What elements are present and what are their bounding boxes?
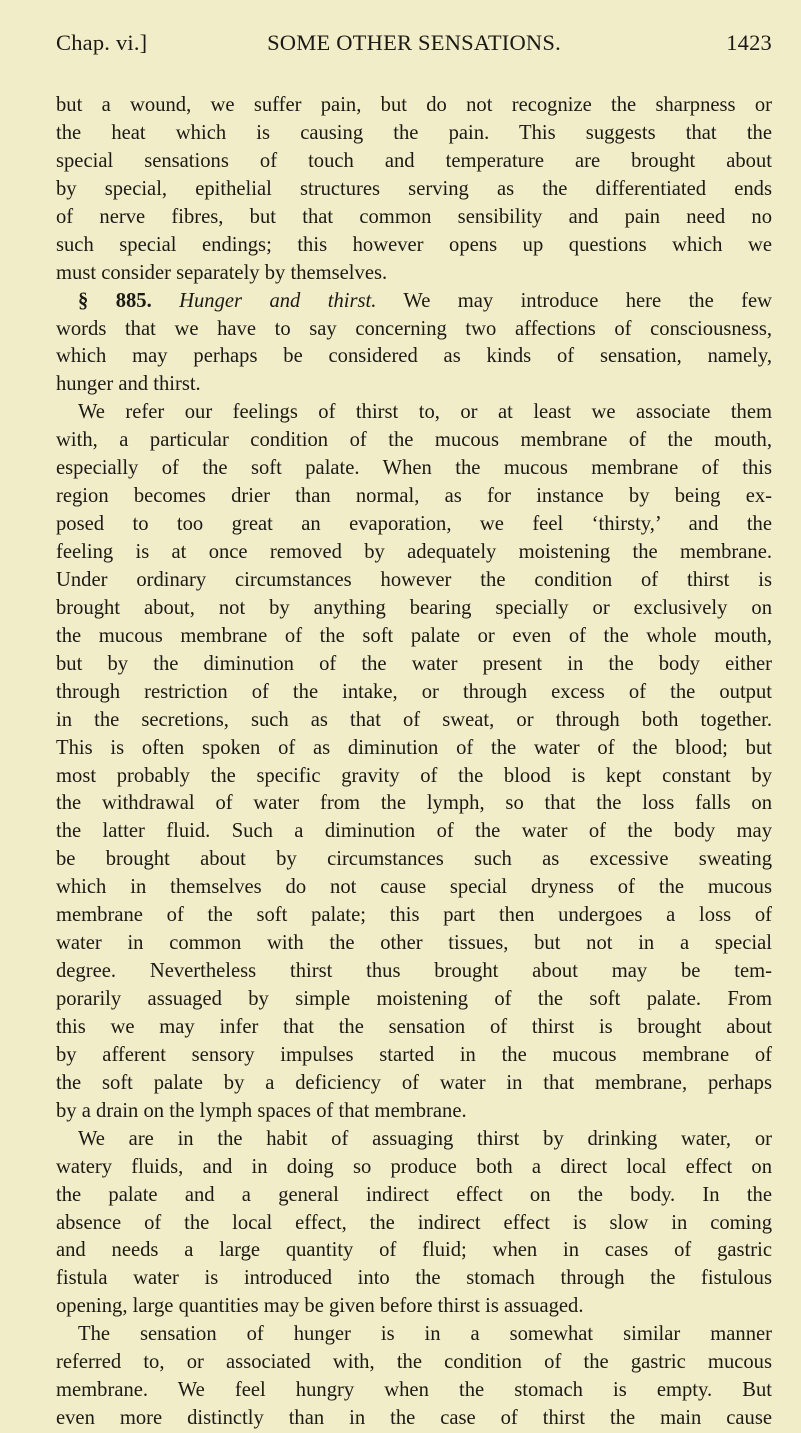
text-line: but a wound, we suffer pain, but do not recognize the sharpness or	[56, 94, 772, 116]
section-885-heading-line	[56, 288, 772, 316]
text-line: opening, large quantities may be given before thirst is assuaged.	[56, 1295, 584, 1318]
body-text	[56, 92, 772, 1433]
running-head	[56, 30, 772, 66]
section-heading: Hunger and thirst.	[179, 289, 377, 312]
text-line: special sensations of touch and temperature are brought about	[56, 149, 772, 172]
text-line: water in common with the other tissues, but not in a special	[56, 932, 772, 955]
text-line: the heat which is causing the pain. This suggests that the	[56, 121, 772, 144]
text-line: the withdrawal of water from the lymph, so that the loss falls on	[56, 792, 772, 815]
text-line: which may perhaps be considered as kinds of sensation, namely,	[56, 345, 772, 368]
text-line: by afferent sensory impulses started in the mucous membrane of	[56, 1043, 772, 1066]
text-line: by special, epithelial structures serving as the differentiated ends	[56, 177, 772, 200]
chapter-title: SOME OTHER SENSATIONS.	[267, 30, 561, 55]
text-line: degree. Nevertheless thirst thus brought about may be tem-	[56, 960, 772, 983]
text-line: even more distinctly than in the case of thirst the main cause	[56, 1407, 772, 1430]
text-line: posed to too great an evaporation, we feel ‘thirsty,’ and the	[56, 513, 772, 536]
text-line: the soft palate by a deficiency of water in that membrane, perhaps	[56, 1071, 772, 1094]
text-line: We refer our feelings of thirst to, or at least we associate them	[78, 401, 772, 424]
text-line: membrane. We feel hungry when the stomach is empty. But	[56, 1379, 772, 1402]
text-line: most probably the specific gravity of the blood is kept constant by	[56, 764, 772, 787]
text-line: the latter fluid. Such a diminution of the water of the body may	[56, 820, 772, 843]
text-line: feeling is at once removed by adequately moistening the membrane.	[56, 541, 772, 563]
text-line: Under ordinary circumstances however the condition of thirst is	[56, 568, 772, 591]
chapter-label: Chap. vi.]	[56, 30, 148, 55]
text-line: the palate and a general indirect effect on the body. In the	[56, 1183, 772, 1206]
text-line: This is often spoken of as diminution of the water of the blood; but	[56, 736, 772, 759]
text-line: region becomes drier than normal, as for instance by being ex-	[56, 485, 772, 508]
text-line: absence of the local effect, the indirect effect is slow in coming	[56, 1211, 772, 1234]
text-line: porarily assuaged by simple moistening of the soft palate. From	[56, 988, 772, 1010]
text-line: brought about, not by anything bearing specially or exclusively on	[56, 596, 772, 619]
text-line: must consider separately by themselves.	[56, 261, 388, 284]
text-line: membrane of the soft palate; this part then undergoes a loss of	[56, 904, 772, 927]
text-line: be brought about by circumstances such as excessive sweating	[56, 848, 772, 871]
text-line: with, a particular condition of the mucous membrane of the mouth,	[56, 429, 772, 452]
text-line: We are in the habit of assuaging thirst by drinking water, or	[78, 1127, 772, 1150]
text-line: but by the diminution of the water present in the body either	[56, 652, 772, 675]
text-line: words that we have to say concerning two affections of consciousness,	[56, 317, 772, 340]
text-line: through restriction of the intake, or through excess of the output	[56, 680, 772, 703]
text-line: by a drain on the lymph spaces of that membrane.	[56, 1099, 467, 1122]
text-line: The sensation of hunger is in a somewhat similar manner	[78, 1323, 772, 1346]
text-line: fistula water is introduced into the stomach through the fistulous	[56, 1267, 772, 1290]
text-line: and needs a large quantity of fluid; when in cases of gastric	[56, 1239, 772, 1262]
text-line: referred to, or associated with, the condition of the gastric mucous	[56, 1351, 772, 1374]
section-number: § 885.	[78, 289, 152, 312]
text-line: in the secretions, such as that of sweat, or through both together.	[56, 708, 772, 731]
text-line: of nerve fibres, but that common sensibility and pain need no	[56, 205, 772, 228]
text-line: watery fluids, and in doing so produce both a direct local effect on	[56, 1155, 772, 1178]
page-number: 1423	[726, 30, 772, 55]
text-line: the mucous membrane of the soft palate or even of the whole mouth,	[56, 624, 772, 647]
text-line: especially of the soft palate. When the mucous membrane of this	[56, 457, 772, 480]
text-line: which in themselves do not cause special dryness of the mucous	[56, 876, 772, 899]
text-line: this we may infer that the sensation of thirst is brought about	[56, 1015, 772, 1038]
text-line: such special endings; this however opens up questions which we	[56, 233, 772, 256]
text-line: hunger and thirst.	[56, 373, 201, 396]
section-heading-rest: We may introduce here the few	[403, 289, 772, 312]
